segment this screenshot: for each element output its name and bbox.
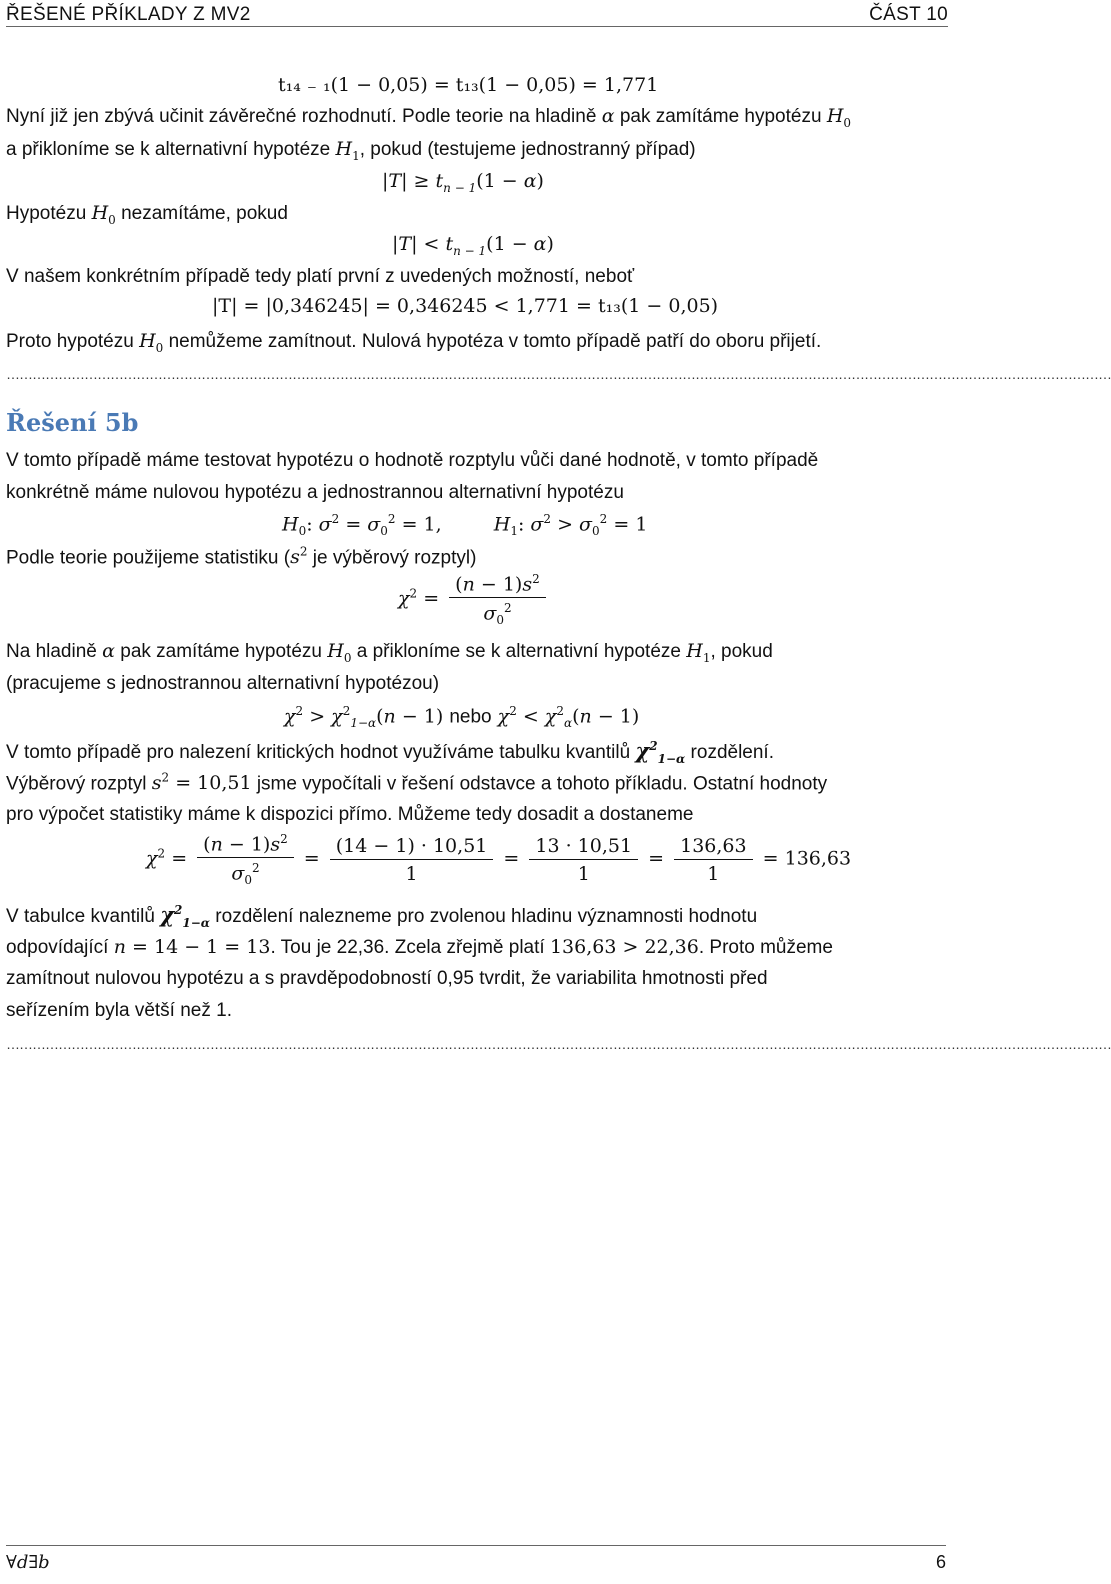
page-footer [6,1545,946,1574]
header-title: ŘEŠENÉ PŘÍKLADY Z MV2 [6,4,251,25]
text: V tabulce kvantilů [6,906,155,927]
equation-chi-stat: $\chi^2$ = $\frac{(n - 1)s^2}{\sigma_0^2}$ [398,572,550,627]
text: , pokud (testujeme jednostranný případ) [359,139,696,160]
h0-symbol: $H_0$ [91,202,116,227]
alpha-symbol: α [601,105,615,127]
equation-hypotheses: $H_0$: $\sigma^2 = \sigma_0^2 = 1$, $H_1$: $\sigma^2 > \sigma_0^2 = 1$ [282,512,648,539]
paragraph-line: seřízením byla větší než 1. [6,1000,232,1021]
equation-reject: $|T| \ge t_{n - 1}(1 - \alpha)$ [382,170,544,195]
text: rozdělení. [690,742,774,763]
paragraph-line: (pracujeme s jednostrannou alternativní hypotézou) [6,673,440,694]
h0-symbol: $H_0$ [327,640,352,665]
paragraph-line: konkrétně máme nulovou hypotézu a jednostrannou alternativní hypotézu [6,482,624,503]
paragraph-line [6,138,696,163]
text: . Tou je 22,36. Zcela zřejmě platí [270,937,545,958]
text: rozdělení nalezneme pro zvolenou hladinu významnosti hodnotu [215,906,758,927]
text: jsme vypočítali v řešení odstavce a tohoto příkladu. Ostatní hodnoty [256,773,828,795]
paragraph-line: V našem konkrétním případě tedy platí první z uvedených možností, neboť [6,266,635,287]
s2-symbol: $s^2$ [290,545,308,569]
dotted-separator: ………………………………………………………………………………………………………………………………………………………………………………………………………………………………… [6,366,1111,382]
text: a přikloníme se k alternativní hypotéze [6,139,331,160]
text: nebo [449,706,492,728]
text: pak zamítáme hypotézu [120,641,322,662]
text: a přikloníme se k alternativní hypotéze [356,641,681,662]
paragraph-line [6,936,833,959]
paragraph-line: zamítnout nulovou hypotézu a s pravděpodobností 0,95 tvrdit, že variabilita hmotnosti před [6,968,768,989]
inequality: 136,63 > 22,36 [549,936,699,958]
section-title: Řešení 5b [6,408,139,437]
text: Nyní již jen zbývá učinit závěrečné rozhodnutí. Podle teorie na hladině [6,106,597,127]
paragraph-line [6,902,757,930]
text: Hypotézu [6,203,87,224]
h0-symbol: $H_0$ [826,105,852,130]
text: , pokud [710,641,773,662]
paragraph-line [6,771,827,795]
paragraph-line [6,545,476,569]
paragraph-line [6,105,851,130]
paragraph-line: V tomto případě máme testovat hypotézu o hodnotě rozptylu vůči dané hodnotě, v tomto případě [6,450,819,471]
page-number: 6 [935,1552,946,1572]
h1-symbol: $H_1$ [335,138,360,163]
text: nemůžeme zamítnout. Nulová hypotéza v tomto případě patří do oboru přijetí. [168,331,822,352]
text: V tomto případě pro nalezení kritických hodnot využíváme tabulku kvantilů [6,742,631,763]
dotted-separator: ………………………………………………………………………………………………………………………………………………………………………………………………………………………………… [6,1036,1111,1052]
paragraph-line: pro výpočet statistiky máme k dispozici přímo. Můžeme tedy dosadit a dostaneme [6,804,694,825]
text: pak zamítáme hypotézu [619,106,822,127]
chi-square-symbol: $\chi^2_{1-\alpha}$ [635,738,686,767]
equation-comparison: |T| = |0,346245| = 0,346245 < 1,771 = t₁₃(1 − 0,05) [212,295,719,317]
text: . Proto můžeme [698,937,833,958]
equation-chi-computation: $\chi^2$ = $\frac{(n - 1)s^2}{\sigma_0^2}$ = $\frac{(14 - 1) \cdot 10,51}{1}$ = $\frac{13 \cdot 10,51}{1}$ = $\frac{136,63}{1}$ = 136,63 [146,832,852,888]
paragraph-line [6,202,288,227]
paragraph-line [6,738,774,766]
page-header [6,4,948,27]
text: Na hladině [6,641,97,662]
h0-symbol: $H_0$ [139,330,164,355]
equation-t-quantile: t₁₄ ₋ ₁(1 − 0,05) = t₁₃(1 − 0,05) = 1,771 [278,74,659,96]
text: odpovídající [6,937,109,958]
h1-symbol: $H_1$ [686,640,711,665]
text: nezamítáme, pokud [121,203,288,224]
footer-logo: ∀d∃b [6,1552,50,1573]
paragraph-line [6,640,773,665]
equation-critical-region: $\chi^2 > \chi^2_{1-\alpha}(n - 1)$ nebo $\chi^2 < \chi^2_\alpha(n - 1)$ [284,704,640,731]
text: Výběrový rozptyl [6,773,147,795]
paragraph-line [6,330,821,355]
s2-value: $s^2 = 10,51$ [151,771,252,795]
alpha-symbol: α [102,640,115,662]
text: Podle teorie použijeme statistiku ( [6,547,291,569]
n-value: n = 14 − 1 = 13 [113,936,271,958]
text: Proto hypotézu [6,331,134,352]
text: je výběrový rozptyl) [312,547,477,569]
equation-accept: $|T| < t_{n - 1}(1 - \alpha)$ [392,233,554,258]
header-part: ČÁST 10 [869,4,948,25]
chi-square-symbol: $\chi^2_{1-\alpha}$ [160,902,211,931]
